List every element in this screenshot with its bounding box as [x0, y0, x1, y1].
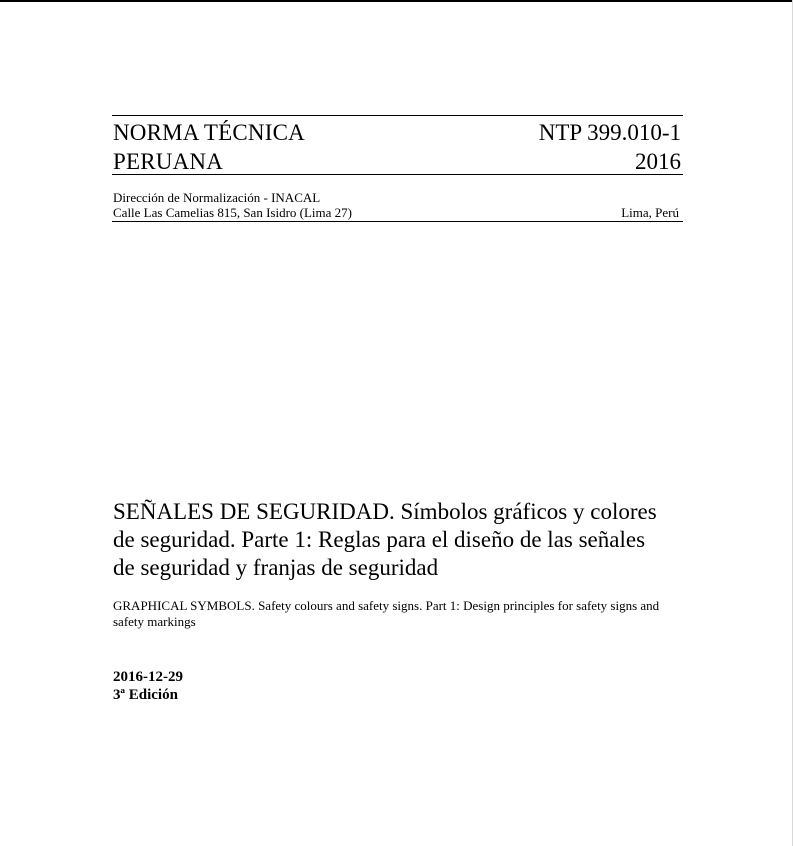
- header-top-rule: [112, 115, 683, 116]
- document-title-line3: de seguridad y franjas de seguridad: [113, 555, 439, 580]
- organization-city: Lima, Perú: [621, 205, 679, 220]
- english-title-line2: safety markings: [113, 614, 196, 629]
- page-top-border: [0, 0, 793, 2]
- publication-info: [113, 668, 183, 704]
- edition-label: 3ª Edición: [113, 687, 178, 703]
- document-code: NTP 399.010-1: [538, 120, 681, 145]
- organization-address: Calle Las Camelias 815, San Isidro (Lima 27): [113, 205, 353, 220]
- publication-date: 2016-12-29: [113, 669, 183, 685]
- document-type: [113, 118, 305, 176]
- document-code-block: [539, 118, 681, 176]
- organization-rule: [112, 221, 683, 222]
- document-type-line1: NORMA TÉCNICA: [113, 120, 305, 145]
- organization-info: [113, 190, 352, 220]
- document-title-line1: SEÑALES DE SEGURIDAD. Símbolos gráficos y colores: [113, 499, 657, 524]
- english-title: [113, 598, 693, 630]
- document-type-line2: PERUANA: [113, 149, 224, 174]
- document-year: 2016: [635, 149, 681, 174]
- header-bottom-rule: [112, 174, 683, 175]
- document-title: [113, 498, 693, 582]
- document-title-line2: de seguridad. Parte 1: Reglas para el diseño de las señales: [113, 527, 646, 552]
- organization-name: Dirección de Normalización - INACAL: [113, 190, 321, 205]
- english-title-line1: GRAPHICAL SYMBOLS. Safety colours and safety signs. Part 1: Design principles for safety signs and: [113, 598, 660, 613]
